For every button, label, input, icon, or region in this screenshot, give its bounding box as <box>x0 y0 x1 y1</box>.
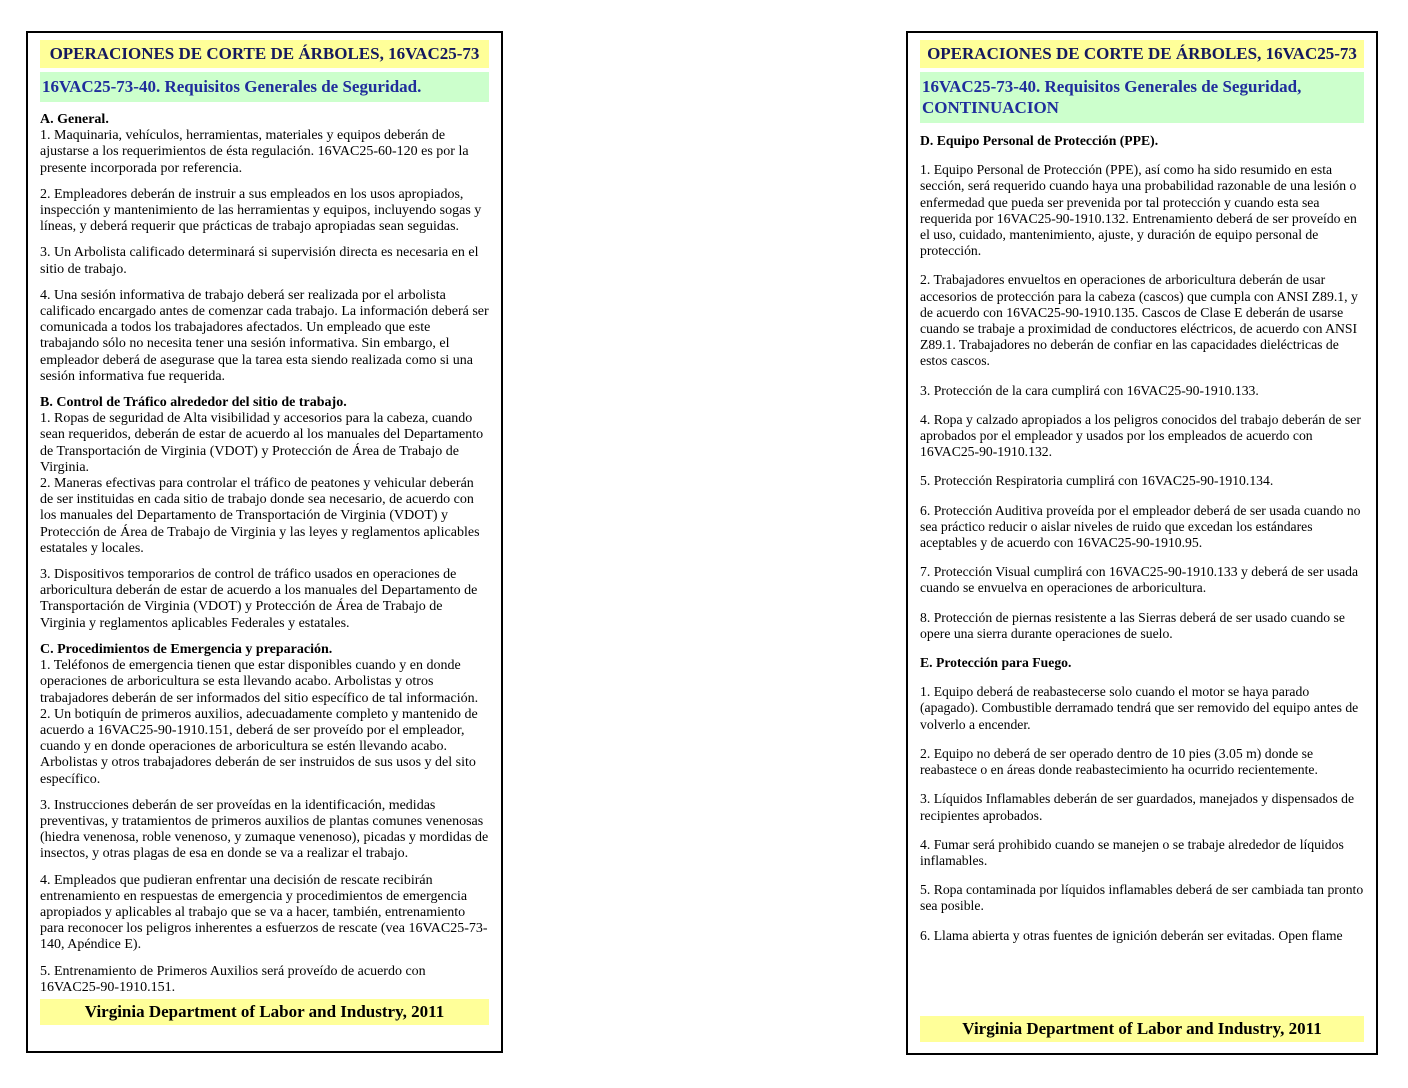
paragraph: 1. Teléfonos de emergencia tienen que estar disponibles cuando y en donde operaciones de arboricultura se esta llevando acabo. Arbolistas y otros trabajadores deberán de ser informados del sitio específico de tal información. <box>40 658 479 706</box>
section-title: 16VAC25-73-40. Requisitos Generales de Seguridad, CONTINUACION <box>920 72 1364 123</box>
paragraph: 1. Equipo Personal de Protección (PPE), así como ha sido resumido en esta sección, será requerido cuando haya una probabilidad razonable de una lesión o enfermedad que pueda ser prevenida por tal protección y cuando esta sea requerida por 16VAC25-90-1910.132. Entrenamiento deberá de ser proveído en el uso, cuidado, mantenimiento, ajuste, y duración de equipo personal de protección. <box>920 162 1357 259</box>
paragraph: 2. Maneras efectivas para controlar el tráfico de peatones y vehicular deberán de ser instituidas en cada sitio de trabajo donde sea necesario, de acuerdo con los manuales del Departamento de Transportación de Virginia (VDOT) y Protección de Área de Trabajo de Virginia y las leyes y reglamentos aplicables estatales y locales. <box>40 476 480 556</box>
page-footer: Virginia Department of Labor and Industry, 2011 <box>40 999 489 1025</box>
paragraph: 3. Dispositivos temporarios de control de tráfico usados en operaciones de arboricultura deberán de estar de acuerdo a los manuales del Departamento de Transportación de Virginia (VDOT) y Protección de Área de Trabajo de Virginia y reglamentos aplicables Federales y estatales. <box>40 567 478 631</box>
paragraph: 7. Protección Visual cumplirá con 16VAC25-90-1910.133 y deberá de ser usada cuando se envuelva en operaciones de arboricultura. <box>920 564 1359 596</box>
section-title: 16VAC25-73-40. Requisitos Generales de Seguridad. <box>40 72 489 102</box>
paragraph: 1. Maquinaria, vehículos, herramientas, materiales y equipos deberán de ajustarse a los requerimientos de ésta regulación. 16VAC25-60-120 es por la presente incorporada por referencia. <box>40 128 469 176</box>
paragraph: 3. Líquidos Inflamables deberán de ser guardados, manejados y dispensados de recipientes aprobados. <box>920 791 1355 823</box>
document-page-left <box>26 31 503 1053</box>
section-heading: B. Control de Tráfico alrededor del sitio de trabajo. <box>40 395 347 411</box>
paragraph: 4. Fumar será prohibido cuando se manejen o se trabaje alrededor de líquidos inflamables. <box>920 836 1344 868</box>
page-content <box>920 133 1364 944</box>
paragraph: 6. Llama abierta y otras fuentes de ignición deberán ser evitadas. Open flame <box>920 927 1343 943</box>
paragraph: 8. Protección de piernas resistente a las Sierras deberá de ser usado cuando se opere una sierra durante operaciones de suelo. <box>920 609 1345 641</box>
section-heading: A. General. <box>40 112 109 127</box>
paragraph: 3. Protección de la cara cumplirá con 16VAC25-90-1910.133. <box>920 382 1259 398</box>
section-heading: E. Protección para Fuego. <box>920 655 1072 671</box>
paragraph: 1. Equipo deberá de reabastecerse solo cuando el motor se haya parado (apagado). Combustible derramado tendrá que ser removido del equipo antes de volverlo a encender. <box>920 684 1359 732</box>
paragraph: 2. Equipo no deberá de ser operado dentro de 10 pies (3.05 m) donde se reabastece o en áreas donde reabastecimiento ha ocurrido recientemente. <box>920 745 1318 778</box>
page-footer: Virginia Department of Labor and Industry, 2011 <box>920 1016 1364 1042</box>
paragraph: 5. Entrenamiento de Primeros Auxilios será proveído de acuerdo con 16VAC25-90-1910.151. <box>40 963 426 995</box>
page-banner: OPERACIONES DE CORTE DE ÁRBOLES, 16VAC25-73 <box>40 40 489 68</box>
paragraph: 4. Una sesión informativa de trabajo deberá ser realizada por el arbolista calificado encargado antes de comenzar cada trabajo. La información deberá ser comunicada a todos los trabajadores afectados. Un empleado que este trabajando sólo no necesita tener una sesión informativa. Sin embargo, el empleador deberá de asegurase que la tarea esta siendo realizada como si una sesión informativa fue requerida. <box>40 287 489 384</box>
paragraph: 3. Instrucciones deberán de ser proveídas en la identificación, medidas preventivas, y tratamientos de primeros auxilios de plantas comunes venenosas (hiedra venenosa, roble venenoso, y zumaque venenoso), picadas y mordidas de insectos, y otras plagas de esa en donde se va a realizar el trabajo. <box>40 797 489 862</box>
paragraph: 5. Protección Respiratoria cumplirá con 16VAC25-90-1910.134. <box>920 473 1274 489</box>
section-heading: C. Procedimientos de Emergencia y preparación. <box>40 641 333 657</box>
section-heading: D. Equipo Personal de Protección (PPE). <box>920 133 1159 148</box>
page-content <box>40 112 489 996</box>
paragraph: 4. Empleados que pudieran enfrentar una decisión de rescate recibirán entrenamiento en respuestas de emergencia y procedimientos de emergencia apropiados y aplicables al trabajo que se va a hacer, también, entrenamiento para reconocer los peligros inherentes a esfuerzos de rescate (vea 16VAC25-73-140, Apéndice E). <box>40 872 488 953</box>
paragraph: 5. Ropa contaminada por líquidos inflamables deberá de ser cambiada tan pronto sea posible. <box>920 882 1364 914</box>
page-banner: OPERACIONES DE CORTE DE ÁRBOLES, 16VAC25-73 <box>920 40 1364 68</box>
paragraph: 2. Trabajadores envueltos en operaciones de arboricultura deberán de usar accesorios de protección para la cabeza (cascos) que cumpla con ANSI Z89.1, y de acuerdo con 16VAC25-90-1910.135. Cascos de Clase E deberán de usarse cuando se trabaje a proximidad de conductores eléctricos, de acuerdo con ANSI Z89.1. Trabajadores no deberán de confiar en las capacidades dieléctricas de estos cascos. <box>920 272 1358 369</box>
paragraph: 4. Ropa y calzado apropiados a los peligros conocidos del trabajo deberán de ser aprobados por el empleador y usados por los empleados de acuerdo con 16VAC25-90-1910.132. <box>920 411 1361 460</box>
paragraph: 2. Empleadores deberán de instruir a sus empleados en los usos apropiados, inspección y mantenimiento de las herramientas y equipos, incluyendo sogas y líneas, y deberá requerir que prácticas de trabajo apropiadas sean seguidas. <box>40 186 482 235</box>
paragraph: 3. Un Arbolista calificado determinará si supervisión directa es necesaria en el sitio de trabajo. <box>40 245 479 277</box>
document-page-right <box>906 31 1378 1055</box>
paragraph: 2. Un botiquín de primeros auxilios, adecuadamente completo y mantenido de acuerdo a 16VAC25-90-1910.151, deberá de ser proveído por el empleador, cuando y en donde operaciones de arboricultura se estén llevando acabo. Arbolistas y otros trabajadores deberán de ser instruidos de sus usos y del sito específico. <box>40 706 478 787</box>
paragraph: 1. Ropas de seguridad de Alta visibilidad y accesorios para la cabeza, cuando sean requeridos, deberán de estar de acuerdo al los manuales del Departamento de Transportación de Virginia (VDOT) y Protección de Área de Trabajo de Virginia. <box>40 411 484 475</box>
paragraph: 6. Protección Auditiva proveída por el empleador deberá de ser usada cuando no sea práctico reducir o aislar niveles de ruido que excedan los estándares aceptables y de acuerdo con 16VAC25-90-1910.95. <box>920 502 1361 551</box>
